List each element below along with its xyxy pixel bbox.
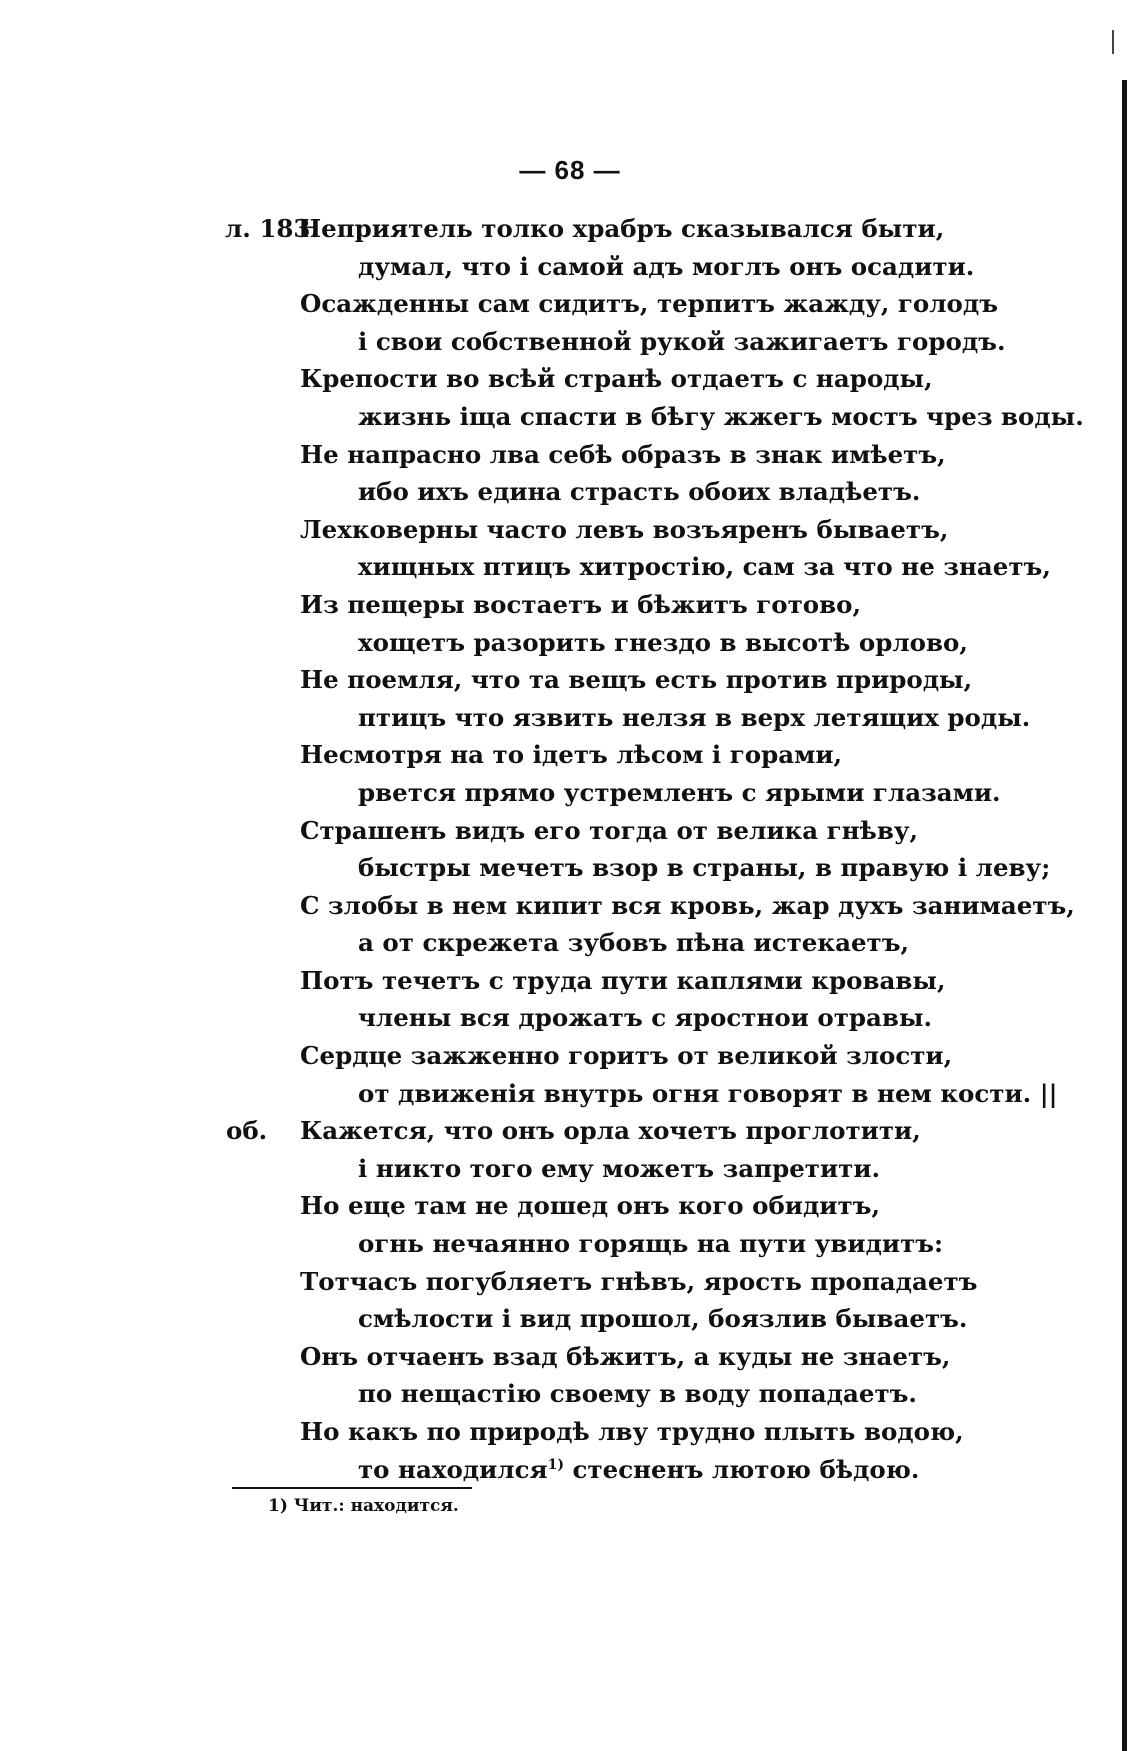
poem-line [0, 1225, 1140, 1263]
poem-line-text: Но какъ по природѣ лву трудно плыть водою, [300, 1417, 964, 1446]
poem-line [0, 887, 1140, 925]
poem-line [0, 511, 1140, 549]
poem-line [0, 436, 1140, 474]
poem-line-text: смѣлости і вид прошол, боязлив бываетъ. [358, 1304, 968, 1334]
poem-line-text: огнь нечаянно горящь на пути увидитъ: [358, 1229, 944, 1259]
poem-line [0, 736, 1140, 774]
poem-line-text: Неприятель толко храбръ сказывался быти, [298, 214, 945, 243]
poem-line-segment: стесненъ лютою бѣдою. [563, 1454, 920, 1484]
footnote-rule [232, 1487, 472, 1489]
poem-line [0, 1037, 1140, 1075]
poem-line-text: Лехковерны часто левъ возъяренъ бываетъ, [300, 514, 949, 544]
poem-line-text: і свои собственной рукой зажигаетъ городъ. [358, 326, 1006, 356]
poem-line-text: Тотчасъ погубляетъ гнѣвъ, ярость пропадаетъ [300, 1266, 978, 1296]
poem-line [0, 661, 1140, 699]
poem-line-text: Кажется, что онъ орла хочетъ проглотити, [300, 1116, 921, 1146]
poem-line-text: Онъ отчаенъ взад бѣжитъ, а куды не знаетъ, [300, 1341, 951, 1371]
poem-line [0, 586, 1140, 624]
poem-line-text: Потъ течетъ с труда пути каплями кровавы, [300, 965, 946, 995]
poem-line [0, 962, 1140, 1000]
poem-line-text: члены вся дрожатъ с яростнои отравы. [358, 1003, 933, 1033]
poem-line-text: Крепости во всѣй странѣ отдаетъ с народы, [300, 364, 933, 394]
poem-line [0, 849, 1140, 887]
poem-line [0, 624, 1140, 662]
poem-line [0, 1300, 1140, 1338]
margin-folio-note: об. [226, 1116, 268, 1146]
poem-line-text: С злобы в нем кипит вся кровь, жар духъ занимаетъ, [300, 890, 1075, 920]
poem-line [0, 210, 1140, 248]
poem-line [0, 999, 1140, 1037]
poem-line-text: думал, что і самой адъ моглъ онъ осадити. [358, 251, 975, 281]
poem-line [0, 1338, 1140, 1376]
poem-line-segment: то находился [358, 1454, 548, 1484]
poem-line-text: і никто того ему можетъ запретити. [358, 1153, 881, 1183]
poem-line-text: хощетъ разорить гнездо в высотѣ орлово, [358, 627, 968, 657]
poem-line-text: Не напрасно лва себѣ образъ в знак имѣетъ, [300, 439, 946, 469]
poem-line-text: рвется прямо устремленъ с ярыми глазами. [358, 777, 1001, 807]
poem-line [0, 285, 1140, 323]
poem-line [0, 1375, 1140, 1413]
poem-line [0, 924, 1140, 962]
margin-folio-note: л. 183. [225, 214, 320, 243]
poem-text [0, 210, 1140, 1488]
footnote: 1) Чит.: находится. [268, 1496, 459, 1516]
poem-line-text [358, 1451, 919, 1489]
poem-line [0, 1075, 1140, 1113]
poem-line [0, 360, 1140, 398]
poem-line-text: ибо ихъ едина страсть обоих владѣетъ. [358, 477, 921, 507]
poem-line-text: птицъ что язвить нелзя в верх летящих роды. [358, 702, 1031, 732]
poem-line [0, 548, 1140, 586]
poem-line [0, 1451, 1140, 1489]
poem-line-text: от движенія внутрь огня говорят в нем кости. || [358, 1078, 1058, 1108]
poem-line [0, 1187, 1140, 1225]
poem-line [0, 1413, 1140, 1451]
poem-line [0, 473, 1140, 511]
poem-line [0, 323, 1140, 361]
poem-line-text: Осажденны сам сидитъ, терпитъ жажду, голодъ [300, 289, 998, 319]
poem-line [0, 1263, 1140, 1301]
poem-line-text: быстры мечетъ взор в страны, в правую і леву; [358, 853, 1051, 883]
poem-line-text: Сердце зажженно горитъ от великой злости, [300, 1041, 953, 1071]
poem-line-text: хищных птицъ хитростію, сам за что не знаетъ, [358, 552, 1051, 582]
page-number: — 68 — [519, 155, 621, 185]
poem-line-text: Но еще там не дошед онъ кого обидитъ, [300, 1191, 880, 1221]
poem-line [0, 398, 1140, 436]
poem-line-text: жизнь іща спасти в бѣгу жжегъ мостъ чрез воды. [358, 401, 1084, 431]
poem-line-text: Несмотря на то ідетъ лѣсом і горами, [300, 740, 843, 770]
poem-line [0, 1112, 1140, 1150]
scan-edge-mark [1112, 30, 1114, 54]
poem-line-text: а от скрежета зубовъ пѣна истекаетъ, [358, 928, 910, 958]
poem-line [0, 774, 1140, 812]
poem-line-text: Страшенъ видъ его тогда от велика гнѣву, [300, 815, 919, 845]
poem-line [0, 699, 1140, 737]
poem-line [0, 812, 1140, 850]
poem-line-text: Из пещеры востаетъ и бѣжитъ готово, [300, 589, 862, 619]
poem-line [0, 248, 1140, 286]
poem-line-text: Не поемля, что та вещъ есть против природы, [300, 665, 973, 695]
poem-line-text: по нещастію своему в воду попадаетъ. [358, 1379, 917, 1409]
footnote-marker: 1) [547, 1456, 564, 1473]
poem-line [0, 1150, 1140, 1188]
